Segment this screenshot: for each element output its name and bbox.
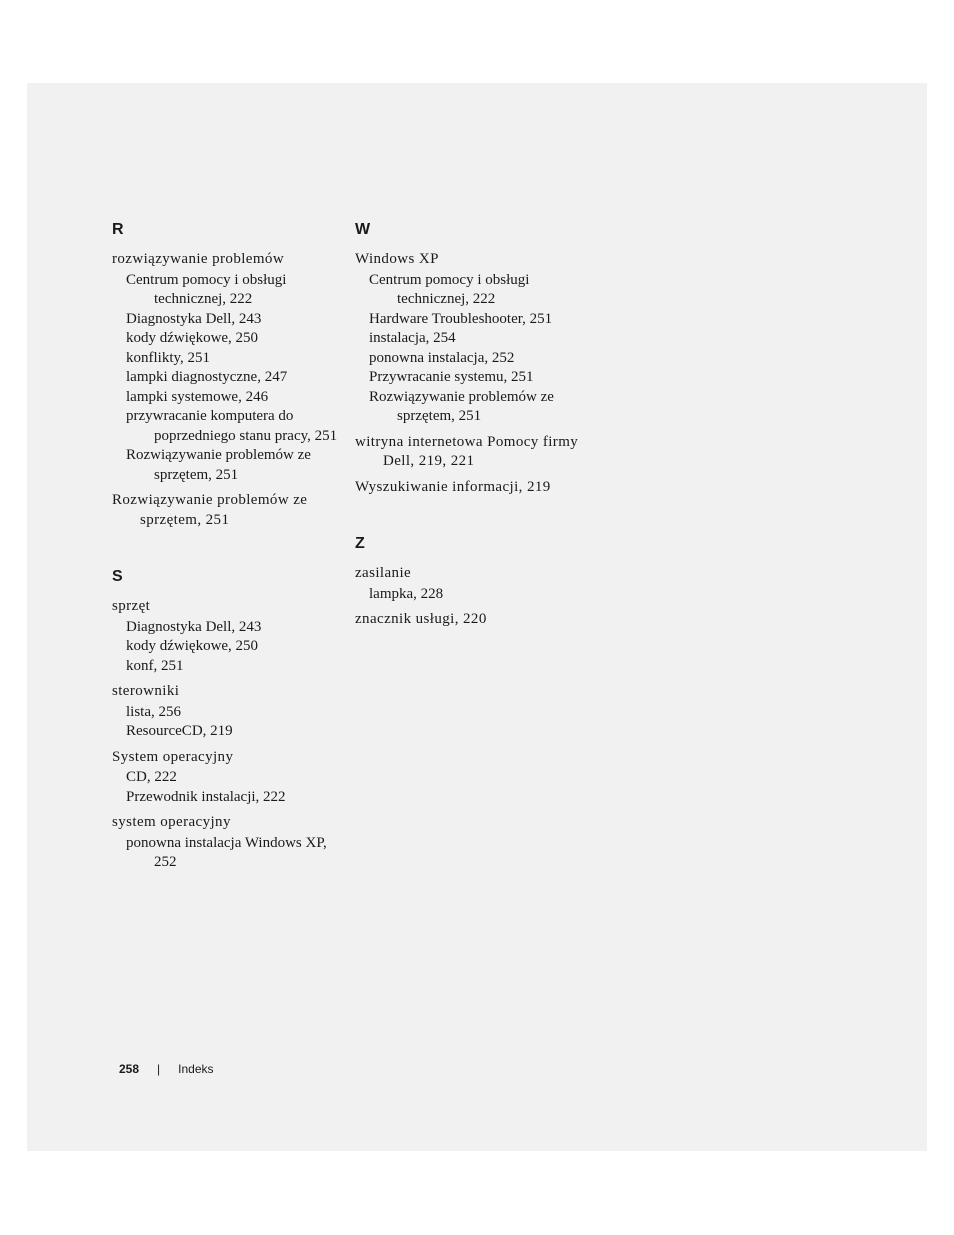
index-subentry: Diagnostyka Dell, 243	[126, 310, 262, 327]
index-term: zasilanie	[355, 565, 412, 581]
index-entry	[112, 682, 342, 742]
index-entry	[112, 597, 342, 676]
index-entry	[355, 564, 585, 604]
index-entry	[355, 433, 585, 472]
index-term: sterowniki	[112, 683, 180, 699]
section-letter: R	[112, 221, 124, 238]
index-subentry: ResourceCD, 219	[126, 723, 233, 739]
section-letter: S	[112, 568, 123, 585]
index-subentry: Rozwiązywanie problemów ze sprzętem, 251	[126, 447, 311, 483]
index-term: Rozwiązywanie problemów ze sprzętem, 251	[112, 492, 308, 528]
index-subentry: kody dźwiękowe, 250	[126, 638, 259, 654]
index-section-z	[355, 534, 585, 630]
footer-separator: |	[157, 1062, 161, 1076]
index-subentry: lampki diagnostyczne, 247	[126, 369, 288, 385]
index-column-right	[355, 220, 585, 636]
section-letter: W	[355, 221, 371, 238]
page-footer	[119, 1062, 214, 1076]
index-section-s	[112, 567, 342, 873]
index-entry	[355, 478, 585, 498]
index-term: Wyszukiwanie informacji, 219	[355, 478, 551, 495]
index-section-r	[112, 220, 342, 530]
index-subentry: Przywracanie systemu, 251	[369, 369, 534, 385]
index-term: witryna internetowa Pomocy firmy Dell, 219, 221	[355, 433, 579, 469]
index-term: znacznik usługi, 220	[355, 611, 487, 627]
index-subentry: Rozwiązywanie problemów ze sprzętem, 251	[369, 388, 554, 424]
index-subentry: ponowna instalacja, 252	[369, 349, 515, 366]
index-subentry: konflikty, 251	[126, 349, 211, 366]
index-subentry: Hardware Troubleshooter, 251	[369, 310, 553, 327]
index-term: Windows XP	[355, 251, 439, 267]
index-entry	[355, 250, 585, 427]
index-subentry: ponowna instalacja Windows XP, 252	[126, 834, 327, 870]
index-entry	[112, 491, 342, 530]
index-subentry: CD, 222	[126, 769, 177, 785]
index-subentry: konf, 251	[126, 657, 184, 674]
index-subentry: Przewodnik instalacji, 222	[126, 788, 286, 805]
index-subentry: Centrum pomocy i obsługi technicznej, 222	[126, 271, 287, 307]
index-term: system operacyjny	[112, 814, 231, 830]
index-subentry: lampka, 228	[369, 585, 444, 602]
index-section-w	[355, 220, 585, 497]
index-subentry: Diagnostyka Dell, 243	[126, 618, 262, 635]
index-subentry: lampki systemowe, 246	[126, 388, 269, 405]
index-subentry: lista, 256	[126, 703, 181, 720]
page-number: 258	[119, 1062, 140, 1076]
index-subentry: instalacja, 254	[369, 330, 456, 346]
section-letter: Z	[355, 535, 365, 552]
index-subentry: Centrum pomocy i obsługi technicznej, 222	[369, 271, 530, 307]
index-entry	[112, 250, 342, 485]
index-term: System operacyjny	[112, 748, 234, 765]
index-entry	[112, 748, 342, 808]
index-entry	[112, 813, 342, 873]
index-term: rozwiązywanie problemów	[112, 251, 285, 267]
index-entry	[355, 610, 585, 630]
footer-section-title: Indeks	[178, 1062, 214, 1076]
index-subentry: przywracanie komputera do poprzedniego stanu pracy, 251	[126, 408, 338, 444]
index-subentry: kody dźwiękowe, 250	[126, 330, 259, 346]
index-term: sprzęt	[112, 598, 151, 614]
index-column-left	[112, 220, 342, 879]
